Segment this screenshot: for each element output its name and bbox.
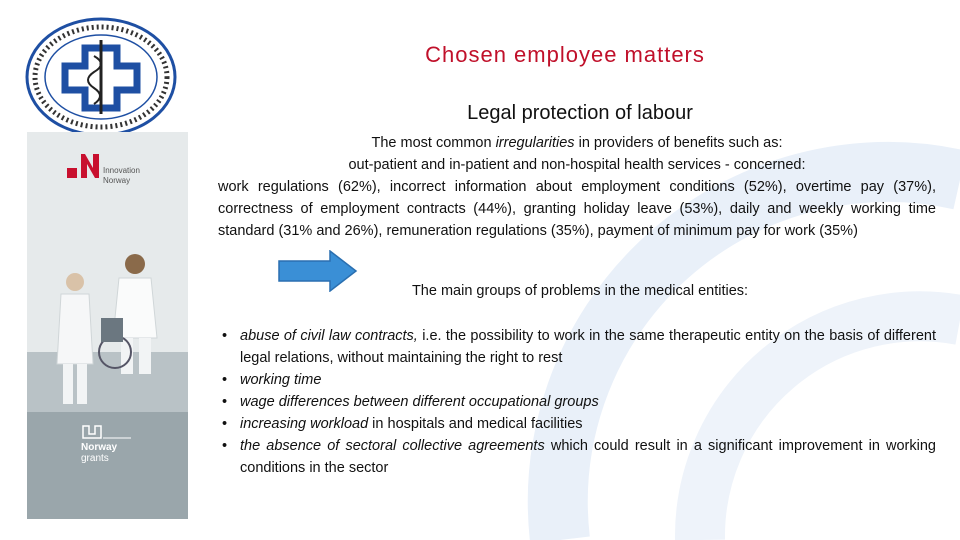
intro-line-1: [218, 132, 936, 154]
bullet-icon: •: [222, 416, 228, 432]
union-logo-icon: [22, 16, 180, 138]
bullet-icon: •: [222, 394, 228, 410]
intro-line-2: out-patient and in-patient and non-hospital health services - concerned:: [348, 157, 806, 173]
list-item: [222, 325, 936, 369]
list-item: [222, 435, 936, 479]
intro-line-1-prefix: The most common: [371, 135, 496, 151]
norway-grants-logo-icon: [81, 442, 117, 464]
intro-line-1-emphasis: irregularities: [495, 135, 575, 151]
intro-paragraph: work regulations (62%), incorrect information about employment conditions (52%), overtime pay (37%), correctness of employment contracts (44%), granting holiday leave (53%), daily and weekly working time standard (31% and 26%), remuneration regulations (35%), payment of minimum pay for work (35%): [218, 179, 936, 239]
bullet-icon: •: [222, 438, 228, 454]
list-item-emphasis: working time: [240, 372, 322, 388]
list-item-emphasis: abuse of civil law contracts,: [240, 328, 418, 344]
list-item-emphasis: the absence of sectoral collective agreements: [240, 438, 545, 454]
grants-label: grants: [81, 453, 109, 464]
grants-norway-label: Norway: [81, 442, 118, 453]
section-subtitle: Legal protection of labour: [467, 102, 693, 124]
list-item-emphasis: wage differences between different occupational groups: [240, 394, 599, 410]
innovation-norway-logo-icon: [103, 166, 140, 186]
side-photo-panel: [27, 132, 188, 519]
list-item: [222, 413, 936, 435]
list-item: [222, 391, 936, 413]
intro-line-1-suffix: in providers of benefits such as:: [574, 135, 783, 151]
problem-list: [222, 325, 936, 479]
list-item-text: i.e. the possibility to work in the same therapeutic entity on the basis of different legal relations, without maintaining the right to rest: [240, 328, 936, 366]
list-item-text: which could result in a significant improvement in working conditions in the sector: [240, 438, 936, 476]
page-title: Chosen employee matters: [425, 42, 705, 67]
bullet-icon: •: [222, 328, 228, 344]
bullet-icon: •: [222, 372, 228, 388]
intro-text: [218, 132, 936, 242]
innovation-label: Innovation: [103, 166, 140, 175]
norway-label: Norway: [103, 176, 131, 185]
groups-heading: The main groups of problems in the medical entities:: [411, 283, 749, 299]
list-item-emphasis: increasing workload: [240, 416, 369, 432]
list-item: [222, 369, 936, 391]
list-item-text: in hospitals and medical facilities: [368, 416, 583, 432]
